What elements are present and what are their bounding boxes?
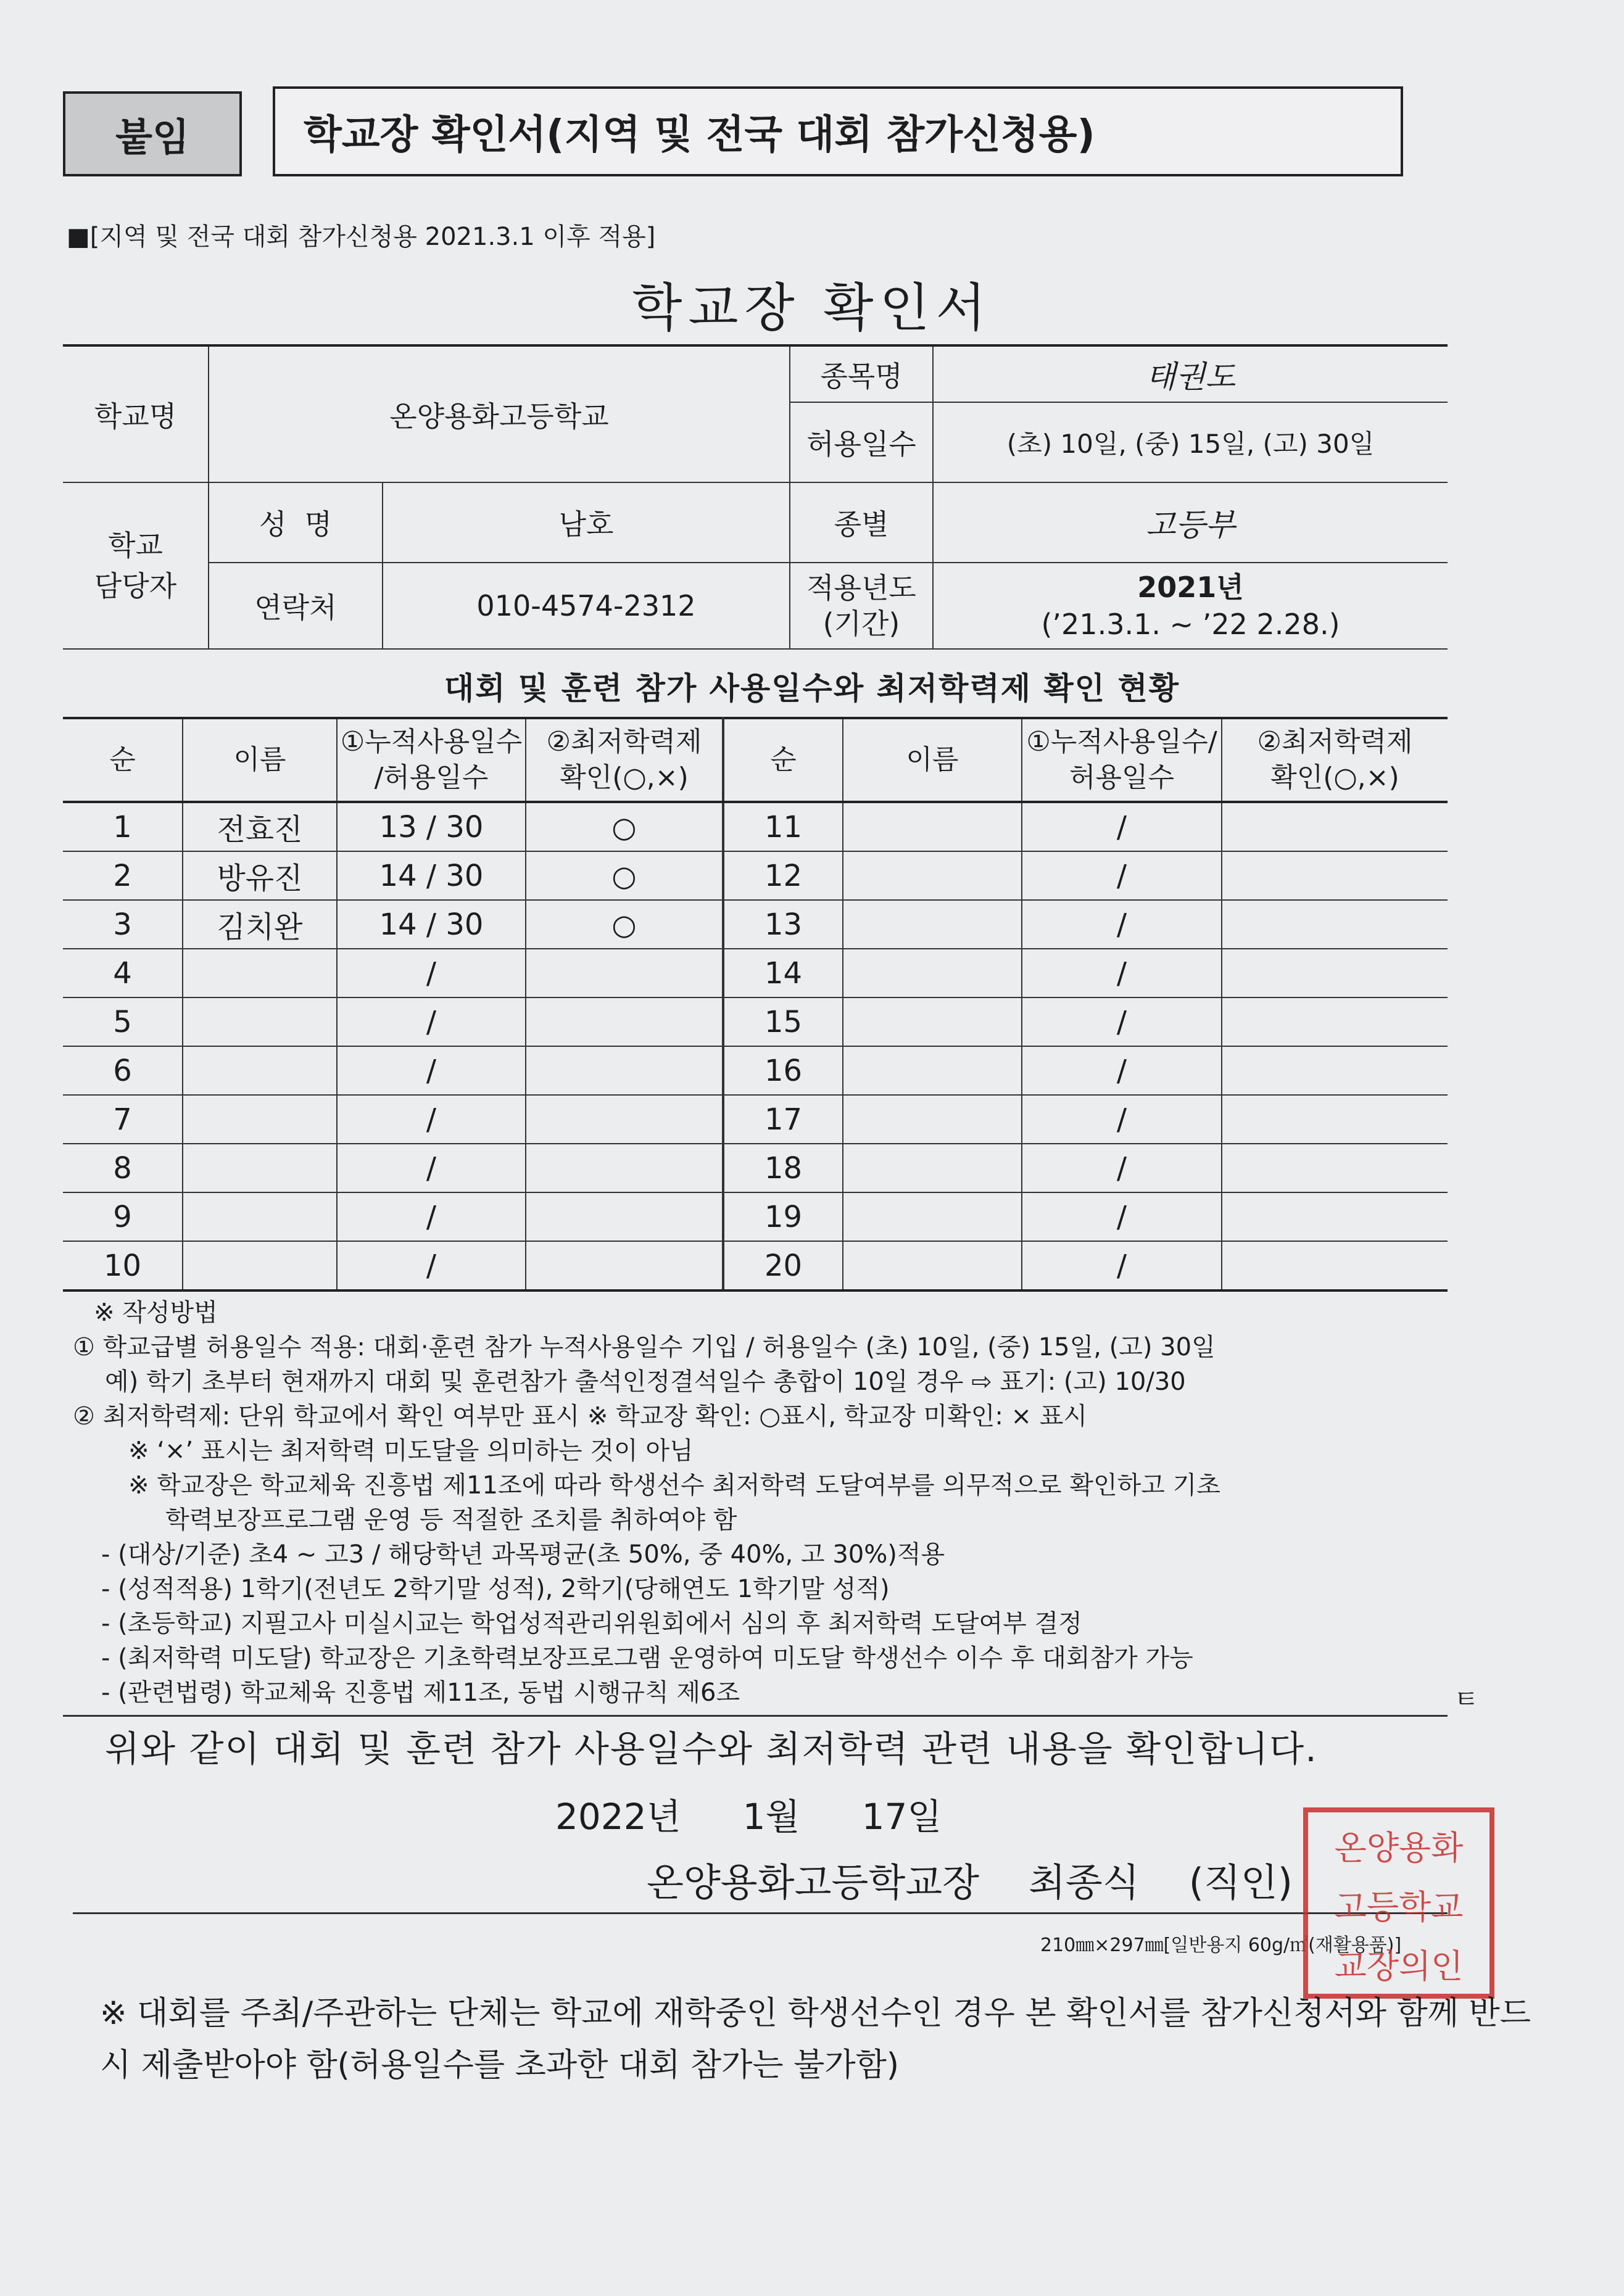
row-number: 15 <box>723 997 843 1046</box>
min-academic-check <box>1222 997 1448 1046</box>
contact-value: 010-4574-2312 <box>383 563 790 649</box>
document-title: 학교장 확인서 <box>632 278 992 338</box>
seal-mark: (직인) <box>1188 1860 1293 1905</box>
days-used: / <box>1022 802 1222 851</box>
student-name <box>183 1095 337 1144</box>
seal-text: 온양용화 고등학교 교장의인 <box>1334 1828 1464 1986</box>
divider <box>73 1912 1448 1914</box>
instruction-detail: - (초등학교) 지필고사 미실시교는 학업성적관리위원회에서 심의 후 최저학력 도달여부 결정 <box>101 1609 1082 1638</box>
table-row <box>63 802 1448 851</box>
min-academic-check: ○ <box>526 802 723 851</box>
participation-table <box>63 717 1448 1292</box>
days-used: / <box>337 1095 526 1144</box>
status-section-title: 대회 및 훈련 참가 사용일수와 최저학력제 확인 현황 <box>444 671 1180 706</box>
days-used: / <box>1022 900 1222 949</box>
division-label: 종별 <box>790 482 933 563</box>
student-name: 방유진 <box>183 851 337 900</box>
row-number: 20 <box>723 1241 843 1290</box>
signer-name: 최종식 <box>1029 1860 1140 1905</box>
student-name <box>843 1144 1022 1192</box>
manager-name-value: 남호 <box>383 482 790 563</box>
row-number: 12 <box>723 851 843 900</box>
min-academic-check <box>526 1241 723 1290</box>
col-header-no: 순 <box>63 718 183 802</box>
paper-spec: 210㎜×297㎜[일반용지 60g/㎡(재활용품)] <box>1040 1935 1402 1956</box>
table-row <box>63 949 1448 997</box>
min-academic-check: ○ <box>526 900 723 949</box>
table-row <box>63 1046 1448 1095</box>
instruction-2-note-b: ※ 학교장은 학교체육 진흥법 제11조에 따라 학생선수 최저학력 도달여부를 의무적으로 확인하고 기초 <box>128 1471 1220 1500</box>
sport-label: 종목명 <box>790 345 933 402</box>
allowed-days-value: (초) 10일, (중) 15일, (고) 30일 <box>933 402 1448 482</box>
stray-mark: ㅌ <box>1454 1684 1479 1714</box>
manager-name-label: 성 명 <box>209 482 383 563</box>
days-used: 14 / 30 <box>337 851 526 900</box>
row-number: 19 <box>723 1192 843 1241</box>
instruction-1: ① 학교급별 허용일수 적용: 대회·훈련 참가 누적사용일수 기입 / 허용일수 (초) 10일, (중) 15일, (고) 30일 <box>73 1333 1216 1361</box>
col-header-name: 이름 <box>183 718 337 802</box>
student-name <box>843 851 1022 900</box>
date-month: 1월 <box>742 1796 800 1838</box>
attachment-title: 학교장 확인서(지역 및 전국 대회 참가신청용) <box>273 86 1403 176</box>
min-academic-check <box>1222 949 1448 997</box>
table-row <box>63 1144 1448 1192</box>
school-name-value: 온양용화고등학교 <box>209 345 790 482</box>
col-header-days: ①누적사용일수/ 허용일수 <box>1022 718 1222 802</box>
col-header-days: ①누적사용일수 /허용일수 <box>337 718 526 802</box>
row-number: 8 <box>63 1144 183 1192</box>
instruction-2: ② 최저학력제: 단위 학교에서 확인 여부만 표시 ※ 학교장 확인: ○표시, 학교장 미확인: × 표시 <box>73 1402 1088 1431</box>
date-year: 2022년 <box>555 1796 681 1838</box>
student-name: 김치완 <box>183 900 337 949</box>
student-name <box>183 1046 337 1095</box>
student-name <box>183 1241 337 1290</box>
row-number: 10 <box>63 1241 183 1290</box>
min-academic-check <box>1222 802 1448 851</box>
row-number: 1 <box>63 802 183 851</box>
min-academic-check <box>1222 1144 1448 1192</box>
student-name <box>183 1192 337 1241</box>
row-number: 9 <box>63 1192 183 1241</box>
table-row <box>63 997 1448 1046</box>
sport-value: 태권도 <box>933 345 1448 402</box>
row-number: 11 <box>723 802 843 851</box>
instruction-detail: - (최저학력 미도달) 학교장은 기초학력보장프로그램 운영하여 미도달 학생선수 이수 후 대회참가 가능 <box>101 1644 1193 1672</box>
min-academic-check <box>1222 900 1448 949</box>
min-academic-check <box>526 1046 723 1095</box>
days-used: / <box>337 1192 526 1241</box>
student-name: 전효진 <box>183 802 337 851</box>
row-number: 17 <box>723 1095 843 1144</box>
days-used: 13 / 30 <box>337 802 526 851</box>
col-header-min-academic: ②최저학력제 확인(○,×) <box>526 718 723 802</box>
days-used: / <box>337 949 526 997</box>
official-seal-stamp <box>1303 1807 1494 1999</box>
school-name-label: 학교명 <box>63 345 209 482</box>
row-number: 7 <box>63 1095 183 1144</box>
min-academic-check <box>526 997 723 1046</box>
table-row <box>63 1192 1448 1241</box>
student-name <box>183 997 337 1046</box>
student-name <box>843 1241 1022 1290</box>
student-name <box>183 1144 337 1192</box>
row-number: 4 <box>63 949 183 997</box>
min-academic-check <box>526 1095 723 1144</box>
school-info-table <box>63 344 1448 650</box>
row-number: 14 <box>723 949 843 997</box>
contact-label: 연락처 <box>209 563 383 649</box>
footer-note: ※ 대회를 주최/주관하는 단체는 학교에 재학중인 학생선수인 경우 본 확인서를 참가신청서와 함께 반드시 제출받아야 함(허용일수를 초과한 대회 참가는 불가함) <box>100 1995 1531 2084</box>
student-name <box>843 900 1022 949</box>
table-row <box>63 1095 1448 1144</box>
row-number: 2 <box>63 851 183 900</box>
instruction-2-note-a: ※ ‘×’ 표시는 최저학력 미도달을 의미하는 것이 아님 <box>128 1437 694 1465</box>
confirmation-date <box>555 1788 1003 1840</box>
days-used: / <box>1022 1192 1222 1241</box>
period-label: 적용년도 (기간) <box>790 563 933 649</box>
instruction-detail: - (대상/기준) 초4 ~ 고3 / 해당학년 과목평균(초 50%, 중 40%, 고 30%)적용 <box>101 1540 945 1569</box>
table-row <box>63 900 1448 949</box>
min-academic-check <box>1222 1241 1448 1290</box>
row-number: 6 <box>63 1046 183 1095</box>
allowed-days-label: 허용일수 <box>790 402 933 482</box>
confirmation-statement: 위와 같이 대회 및 훈련 참가 사용일수와 최저학력 관련 내용을 확인합니다. <box>105 1728 1318 1770</box>
signer <box>647 1852 1342 1907</box>
row-number: 16 <box>723 1046 843 1095</box>
days-used: / <box>1022 949 1222 997</box>
instruction-2-note-b-cont: 학력보장프로그램 운영 등 적절한 조치를 취하여야 함 <box>165 1506 737 1534</box>
row-number: 3 <box>63 900 183 949</box>
days-used: / <box>337 1144 526 1192</box>
table-row <box>63 851 1448 900</box>
days-used: / <box>1022 1095 1222 1144</box>
row-number: 13 <box>723 900 843 949</box>
period-year: 2021년 <box>1137 571 1244 604</box>
min-academic-check <box>526 949 723 997</box>
days-used: 14 / 30 <box>337 900 526 949</box>
days-used: / <box>1022 1144 1222 1192</box>
division-value: 고등부 <box>933 482 1448 563</box>
instructions-heading: ※ 작성방법 <box>94 1299 218 1327</box>
days-used: / <box>1022 851 1222 900</box>
days-used: / <box>337 1046 526 1095</box>
student-name <box>843 997 1022 1046</box>
row-number: 5 <box>63 997 183 1046</box>
min-academic-check <box>1222 1192 1448 1241</box>
days-used: / <box>337 997 526 1046</box>
min-academic-check <box>1222 1046 1448 1095</box>
min-academic-check: ○ <box>526 851 723 900</box>
student-name <box>843 949 1022 997</box>
student-name <box>843 1192 1022 1241</box>
days-used: / <box>1022 1241 1222 1290</box>
signer-school: 온양용화고등학교장 <box>647 1860 980 1905</box>
row-number: 18 <box>723 1144 843 1192</box>
student-name <box>843 802 1022 851</box>
min-academic-check <box>1222 1095 1448 1144</box>
student-name <box>843 1095 1022 1144</box>
days-used: / <box>1022 997 1222 1046</box>
student-name <box>843 1046 1022 1095</box>
col-header-name: 이름 <box>843 718 1022 802</box>
student-name <box>183 949 337 997</box>
applicability-note: ■[지역 및 전국 대회 참가신청용 2021.3.1 이후 적용] <box>67 223 656 251</box>
instruction-1-example: 예) 학기 초부터 현재까지 대회 및 훈련참가 출석인정결석일수 총합이 10일 경우 ⇨ 표기: (고) 10/30 <box>105 1368 1186 1396</box>
manager-label: 학교 담당자 <box>63 482 209 649</box>
min-academic-check <box>526 1192 723 1241</box>
min-academic-check <box>526 1144 723 1192</box>
period-cell <box>933 563 1448 649</box>
min-academic-check <box>1222 851 1448 900</box>
date-day: 17일 <box>861 1796 942 1838</box>
col-header-no: 순 <box>723 718 843 802</box>
instruction-detail: - (관련법령) 학교체육 진흥법 제11조, 동법 시행규칙 제6조 <box>101 1679 740 1707</box>
instructions <box>73 1295 1449 1710</box>
period-range: (’21.3.1. ~ ’22 2.28.) <box>1041 608 1340 641</box>
days-used: / <box>1022 1046 1222 1095</box>
table-row <box>63 1241 1448 1290</box>
col-header-min-academic: ②최저학력제 확인(○,×) <box>1222 718 1448 802</box>
attachment-tab: 붙임 <box>63 91 242 176</box>
instruction-detail: - (성적적용) 1학기(전년도 2학기말 성적), 2학기(당해연도 1학기말 성적) <box>101 1575 890 1603</box>
days-used: / <box>337 1241 526 1290</box>
divider <box>63 1715 1448 1717</box>
